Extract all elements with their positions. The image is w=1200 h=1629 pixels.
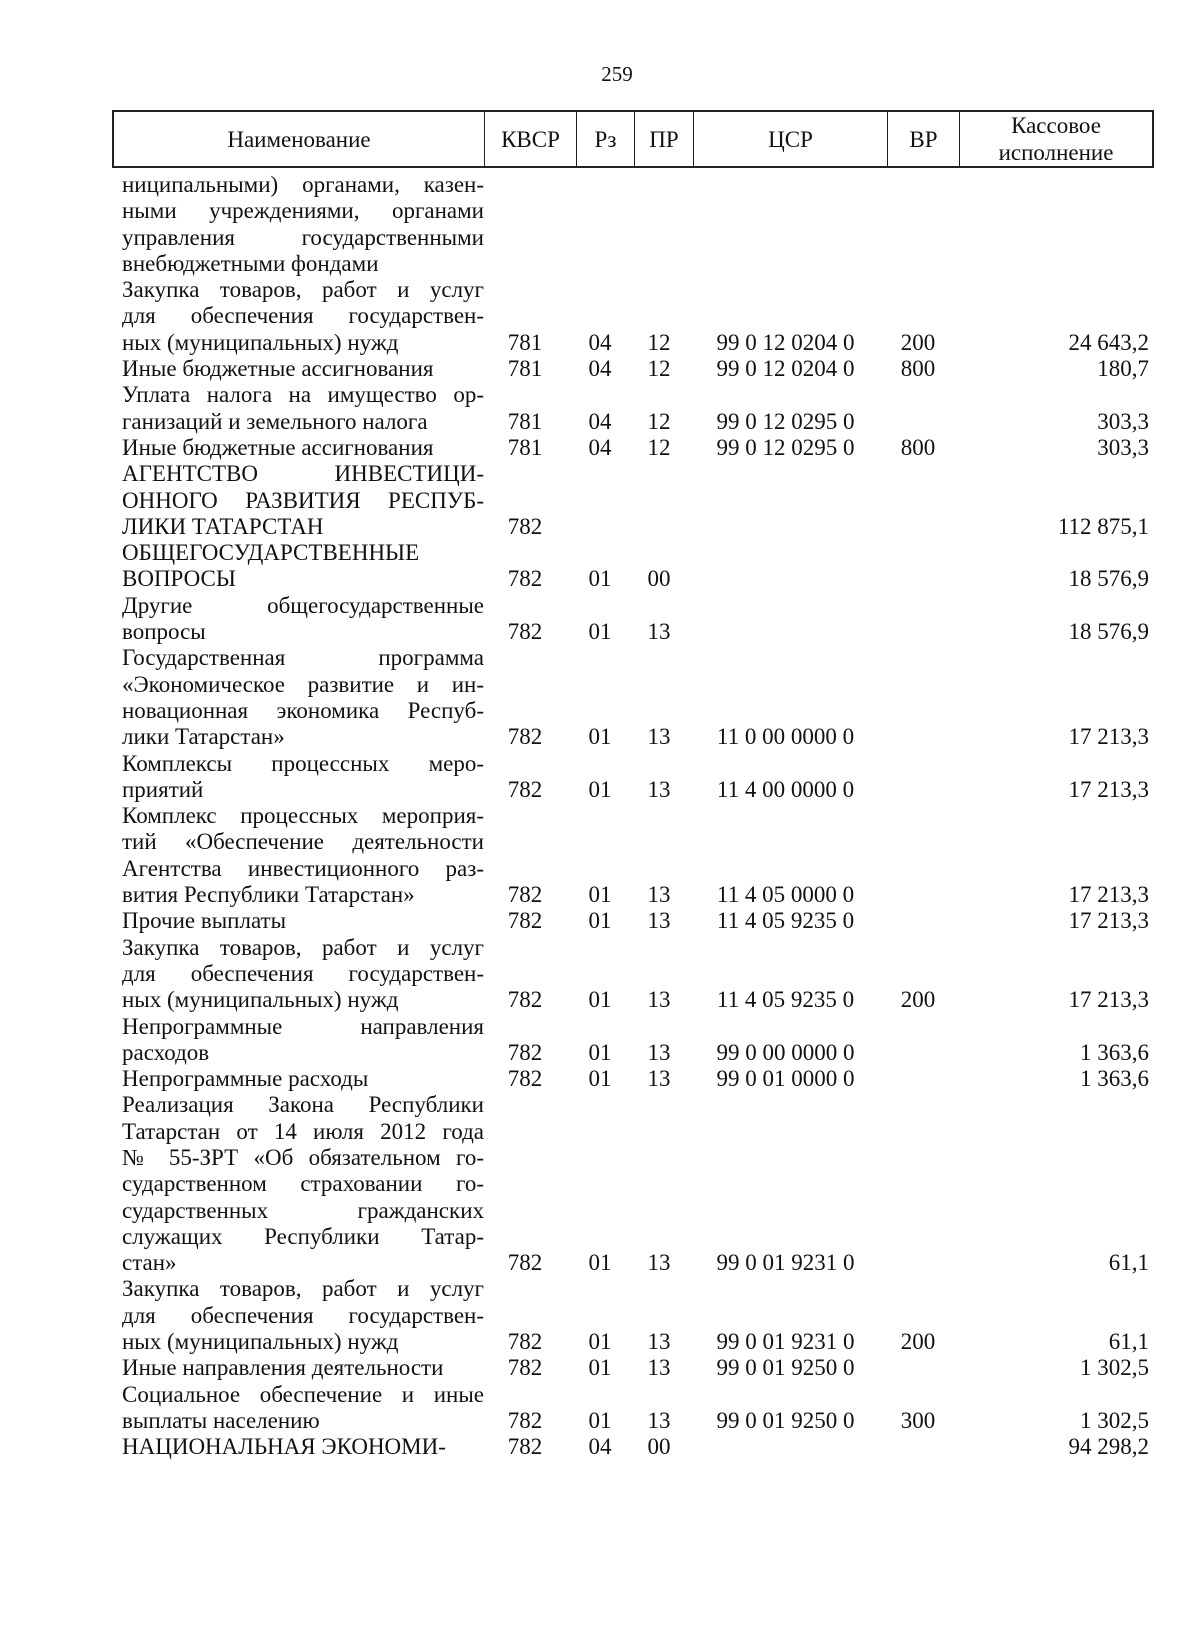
row-name-line: Комплексы процессных меро-	[122, 750, 484, 776]
row-amount: 61,1	[1108, 1250, 1149, 1276]
table-row	[112, 1092, 1154, 1276]
row-rz: 04	[588, 434, 612, 460]
row-name-line: ными учреждениями, органами	[122, 198, 484, 224]
header-name: Наименование	[227, 126, 371, 152]
row-name-line: Комплекс процессных мероприя-	[122, 803, 484, 829]
row-kvsr: 781	[507, 408, 543, 434]
row-name-line: Реализация Закона Республики	[122, 1092, 484, 1118]
row-name-line: Государственная программа	[122, 645, 484, 671]
row-name	[122, 1434, 484, 1460]
table-row	[112, 461, 1154, 540]
row-kvsr: 782	[507, 1355, 543, 1381]
row-rz: 01	[588, 1039, 612, 1065]
row-name-line: ганизаций и земельного налога	[122, 408, 428, 434]
row-amount: 17 213,3	[1068, 724, 1149, 750]
table-row	[112, 1014, 1154, 1067]
row-vr: 800	[900, 356, 936, 382]
row-vr: 200	[900, 987, 936, 1013]
row-name	[122, 461, 484, 540]
row-kvsr: 781	[507, 329, 543, 355]
row-name-line: АГЕНТСТВО ИНВЕСТИЦИ-	[122, 461, 484, 487]
table-row	[112, 277, 1154, 356]
row-pr: 13	[647, 1039, 671, 1065]
row-name	[122, 382, 484, 435]
row-name-line: вопросы	[122, 619, 206, 645]
table-row	[112, 645, 1154, 750]
row-kvsr: 782	[507, 1250, 543, 1276]
row-csr: 99 0 12 0295 0	[716, 408, 855, 434]
row-name	[122, 277, 484, 356]
row-name	[122, 935, 484, 1014]
row-amount: 1 363,6	[1080, 1039, 1149, 1065]
row-kvsr: 782	[507, 1039, 543, 1065]
row-pr: 12	[647, 408, 671, 434]
row-name-line: стан»	[122, 1250, 177, 1276]
row-amount: 17 213,3	[1068, 987, 1149, 1013]
row-kvsr: 782	[507, 987, 543, 1013]
table-row	[112, 356, 1154, 382]
row-rz: 01	[588, 1407, 612, 1433]
row-kvsr: 782	[507, 724, 543, 750]
row-amount: 180,7	[1097, 356, 1149, 382]
row-name	[122, 1066, 484, 1092]
row-amount: 17 213,3	[1068, 908, 1149, 934]
row-name-line: выплаты населению	[122, 1407, 320, 1433]
row-rz: 01	[588, 1329, 612, 1355]
row-name-line: для обеспечения государствен-	[122, 960, 484, 986]
header-amount	[959, 112, 1152, 166]
row-csr: 99 0 00 0000 0	[716, 1039, 855, 1065]
row-csr: 99 0 01 0000 0	[716, 1066, 855, 1092]
row-rz: 01	[588, 724, 612, 750]
row-name-line: ОННОГО РАЗВИТИЯ РЕСПУБ-	[122, 487, 484, 513]
row-kvsr: 782	[507, 1407, 543, 1433]
row-vr: 300	[900, 1407, 936, 1433]
header-rz: Рз	[576, 112, 634, 166]
row-name-line: ОБЩЕГОСУДАРСТВЕННЫЕ	[122, 540, 420, 566]
row-kvsr: 782	[507, 1434, 543, 1460]
row-amount: 94 298,2	[1068, 1434, 1149, 1460]
row-name-line: НАЦИОНАЛЬНАЯ ЭКОНОМИ-	[122, 1434, 446, 1460]
row-amount: 18 576,9	[1068, 619, 1149, 645]
row-name-line: приятий	[122, 776, 204, 802]
row-name-line: ных (муниципальных) нужд	[122, 1329, 399, 1355]
row-name-line: Прочие выплаты	[122, 908, 287, 934]
row-kvsr: 782	[507, 619, 543, 645]
row-csr: 11 4 05 9235 0	[716, 908, 855, 934]
row-name-line: внебюджетными фондами	[122, 250, 379, 276]
row-name-line: Агентства инвестиционного раз-	[122, 855, 484, 881]
table-row	[112, 1434, 1154, 1460]
table-row	[112, 1382, 1154, 1435]
row-amount: 112 875,1	[1057, 513, 1149, 539]
row-amount: 303,3	[1097, 434, 1149, 460]
row-amount: 24 643,2	[1068, 329, 1149, 355]
row-pr: 12	[647, 434, 671, 460]
row-name	[122, 645, 484, 750]
page-number: 259	[601, 62, 633, 86]
row-name-line: расходов	[122, 1039, 210, 1065]
table-body	[112, 172, 1154, 1461]
row-name-line: лики Татарстан»	[122, 724, 285, 750]
row-kvsr: 781	[507, 434, 543, 460]
table-row	[112, 540, 1154, 593]
row-rz: 01	[588, 1066, 612, 1092]
row-amount: 17 213,3	[1068, 882, 1149, 908]
row-rz: 01	[588, 908, 612, 934]
row-name	[122, 1014, 484, 1067]
row-csr: 11 0 00 0000 0	[716, 724, 855, 750]
row-name-line: ВОПРОСЫ	[122, 566, 236, 592]
row-amount: 303,3	[1097, 408, 1149, 434]
row-name-line: новационная экономика Респуб-	[122, 697, 484, 723]
row-kvsr: 782	[507, 908, 543, 934]
row-csr: 99 0 01 9250 0	[716, 1407, 855, 1433]
row-pr: 13	[647, 1066, 671, 1092]
row-csr: 99 0 12 0204 0	[716, 329, 855, 355]
header-vr: ВР	[887, 112, 959, 166]
row-name-line: для обеспечения государствен-	[122, 303, 484, 329]
row-pr: 13	[647, 1250, 671, 1276]
row-pr: 13	[647, 908, 671, 934]
row-name-line: для обеспечения государствен-	[122, 1302, 484, 1328]
row-amount: 1 302,5	[1080, 1407, 1149, 1433]
row-kvsr: 782	[507, 513, 543, 539]
row-name-line: Непрограммные расходы	[122, 1066, 369, 1092]
row-name-line: сударственных гражданских	[122, 1197, 484, 1223]
row-rz: 01	[588, 882, 612, 908]
row-name-line: вития Республики Татарстан»	[122, 882, 415, 908]
row-rz: 01	[588, 566, 612, 592]
row-name	[122, 1355, 484, 1381]
row-name-line: «Экономическое развитие и ин-	[122, 671, 484, 697]
row-name-line: ных (муниципальных) нужд	[122, 329, 399, 355]
row-name-line: сударственном страховании го-	[122, 1171, 484, 1197]
row-pr: 13	[647, 619, 671, 645]
header-csr: ЦСР	[693, 112, 887, 166]
row-rz: 04	[588, 329, 612, 355]
row-name-line: Уплата налога на имущество ор-	[122, 382, 484, 408]
row-rz: 04	[588, 1434, 612, 1460]
row-name	[122, 751, 484, 804]
row-vr: 800	[900, 434, 936, 460]
row-name	[122, 1382, 484, 1435]
table-header	[112, 110, 1154, 168]
row-pr: 00	[647, 1434, 671, 1460]
row-amount: 1 363,6	[1080, 1066, 1149, 1092]
row-name	[122, 908, 484, 934]
row-pr: 13	[647, 1329, 671, 1355]
row-rz: 01	[588, 1355, 612, 1381]
row-pr: 13	[647, 882, 671, 908]
row-name	[122, 593, 484, 646]
row-vr: 200	[900, 1329, 936, 1355]
row-kvsr: 782	[507, 882, 543, 908]
row-name	[122, 540, 484, 593]
row-name	[122, 1092, 484, 1276]
row-pr: 12	[647, 356, 671, 382]
table-row	[112, 751, 1154, 804]
row-name-line: Закупка товаров, работ и услуг	[122, 277, 484, 303]
row-name-line: Иные направления деятельности	[122, 1355, 444, 1381]
row-pr: 13	[647, 776, 671, 802]
header-amount-line2: исполнение	[998, 140, 1114, 165]
header-amount-line1: Кассовое	[1011, 113, 1101, 138]
row-rz: 01	[588, 1250, 612, 1276]
row-csr: 11 4 05 9235 0	[716, 987, 855, 1013]
row-rz: 04	[588, 408, 612, 434]
table-row	[112, 1066, 1154, 1092]
row-name-line: Иные бюджетные ассигнования	[122, 356, 434, 382]
row-name-line: Закупка товаров, работ и услуг	[122, 1276, 484, 1302]
row-amount: 1 302,5	[1080, 1355, 1149, 1381]
row-kvsr: 782	[507, 776, 543, 802]
table-row	[112, 1276, 1154, 1355]
header-kvsr: КВСР	[484, 112, 576, 166]
row-pr: 00	[647, 566, 671, 592]
row-name	[122, 803, 484, 908]
row-rz: 01	[588, 987, 612, 1013]
row-pr: 12	[647, 329, 671, 355]
row-csr: 11 4 05 0000 0	[716, 882, 855, 908]
row-kvsr: 782	[507, 1329, 543, 1355]
row-pr: 13	[647, 1407, 671, 1433]
row-name-line: служащих Республики Татар-	[122, 1223, 484, 1249]
row-csr: 99 0 12 0204 0	[716, 356, 855, 382]
row-amount: 61,1	[1108, 1329, 1149, 1355]
row-kvsr: 781	[507, 356, 543, 382]
row-pr: 13	[647, 724, 671, 750]
row-name-line: № 55-ЗРТ «Об обязательном го-	[122, 1144, 484, 1170]
row-rz: 01	[588, 619, 612, 645]
table-row	[112, 593, 1154, 646]
row-amount: 18 576,9	[1068, 566, 1149, 592]
row-name-line: Социальное обеспечение и иные	[122, 1381, 484, 1407]
row-name-line: управления государственными	[122, 224, 484, 250]
table-row	[112, 803, 1154, 908]
row-rz: 04	[588, 356, 612, 382]
row-name-line: Иные бюджетные ассигнования	[122, 434, 434, 460]
table-row	[112, 435, 1154, 461]
row-name-line: тий «Обеспечение деятельности	[122, 829, 484, 855]
row-name-line: Закупка товаров, работ и услуг	[122, 934, 484, 960]
row-name	[122, 172, 484, 277]
table-row	[112, 908, 1154, 934]
row-name-line: Другие общегосударственные	[122, 592, 484, 618]
row-name-line: Непрограммные направления	[122, 1013, 484, 1039]
row-name-line: ЛИКИ ТАТАРСТАН	[122, 513, 324, 539]
row-rz: 01	[588, 776, 612, 802]
row-csr: 99 0 01 9231 0	[716, 1250, 855, 1276]
row-csr: 99 0 01 9231 0	[716, 1329, 855, 1355]
row-name-line: ниципальными) органами, казен-	[122, 172, 484, 197]
row-name-line: ных (муниципальных) нужд	[122, 987, 399, 1013]
row-pr: 13	[647, 987, 671, 1013]
row-pr: 13	[647, 1355, 671, 1381]
table-row	[112, 382, 1154, 435]
row-kvsr: 782	[507, 566, 543, 592]
row-vr: 200	[900, 329, 936, 355]
row-name	[122, 1276, 484, 1355]
row-name	[122, 356, 484, 382]
row-amount: 17 213,3	[1068, 776, 1149, 802]
header-pr: ПР	[634, 112, 693, 166]
row-csr: 99 0 12 0295 0	[716, 434, 855, 460]
row-csr: 99 0 01 9250 0	[716, 1355, 855, 1381]
table-row	[112, 172, 1154, 277]
row-csr: 11 4 00 0000 0	[716, 776, 855, 802]
table-row	[112, 935, 1154, 1014]
row-name	[122, 435, 484, 461]
table-row	[112, 1355, 1154, 1381]
row-name-line: Татарстан от 14 июля 2012 года	[122, 1118, 484, 1144]
row-kvsr: 782	[507, 1066, 543, 1092]
